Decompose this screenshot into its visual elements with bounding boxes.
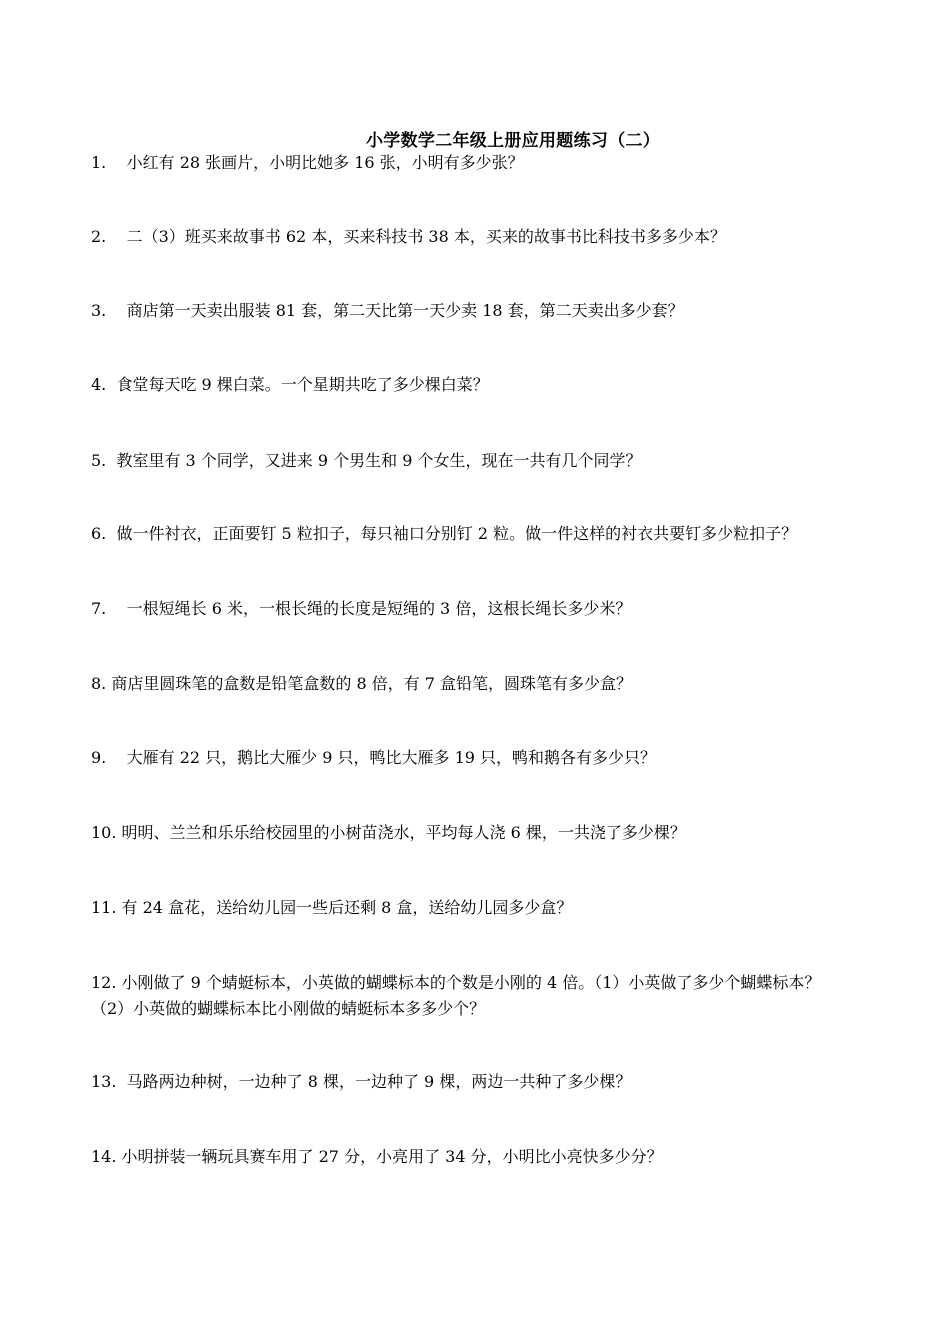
question-5: 5. 教室里有 3 个同学，又进来 9 个男生和 9 个女生，现在一共有几个同学？ <box>91 451 642 470</box>
page-title: 小学数学二年级上册应用题练习（二） <box>366 131 661 151</box>
question-6: 6. 做一件衬衣，正面要钉 5 粒扣子，每只袖口分别钉 2 粒。做一件这样的衬衣共要钉多少粒扣子？ <box>91 524 798 543</box>
question-12: 12. 小刚做了 9 个蜻蜓标本，小英做的蝴蝶标本的个数是小刚的 4 倍。（1）小英做了多少个蝴蝶标本？ （2）小英做的蝴蝶标本比小刚做的蜻蜓标本多多少个？ <box>91 973 841 1018</box>
question-13: 13. 马路两边种树，一边种了 8 棵，一边种了 9 棵，两边一共种了多少棵？ <box>91 1072 632 1091</box>
question-10: 10. 明明、兰兰和乐乐给校园里的小树苗浇水，平均每人浇 6 棵，一共浇了多少棵？ <box>91 823 686 842</box>
question-4: 4. 食堂每天吃 9 棵白菜。一个星期共吃了多少棵白菜？ <box>91 375 489 394</box>
question-9: 9. 大雁有 22 只，鹅比大雁少 9 只，鸭比大雁多 19 只，鸭和鹅各有多少只？ <box>91 748 657 767</box>
question-2: 2. 二（3）班买来故事书 62 本，买来科技书 38 本，买来的故事书比科技书多多少本？ <box>91 227 726 246</box>
question-3: 3. 商店第一天卖出服装 81 套，第二天比第一天少卖 18 套，第二天卖出多少套？ <box>91 301 684 320</box>
question-1: 1. 小红有 28 张画片，小明比她多 16 张，小明有多少张？ <box>91 153 524 172</box>
question-8: 8. 商店里圆珠笔的盒数是铅笔盒数的 8 倍，有 7 盒铅笔，圆珠笔有多少盒？ <box>91 674 633 693</box>
question-14: 14. 小明拼装一辆玩具赛车用了 27 分，小亮用了 34 分，小明比小亮快多少分？ <box>91 1147 663 1166</box>
question-7: 7. 一根短绳长 6 米，一根长绳的长度是短绳的 3 倍，这根长绳长多少米？ <box>91 599 632 618</box>
question-11: 11. 有 24 盒花，送给幼儿园一些后还剩 8 盒，送给幼儿园多少盒？ <box>91 898 573 917</box>
